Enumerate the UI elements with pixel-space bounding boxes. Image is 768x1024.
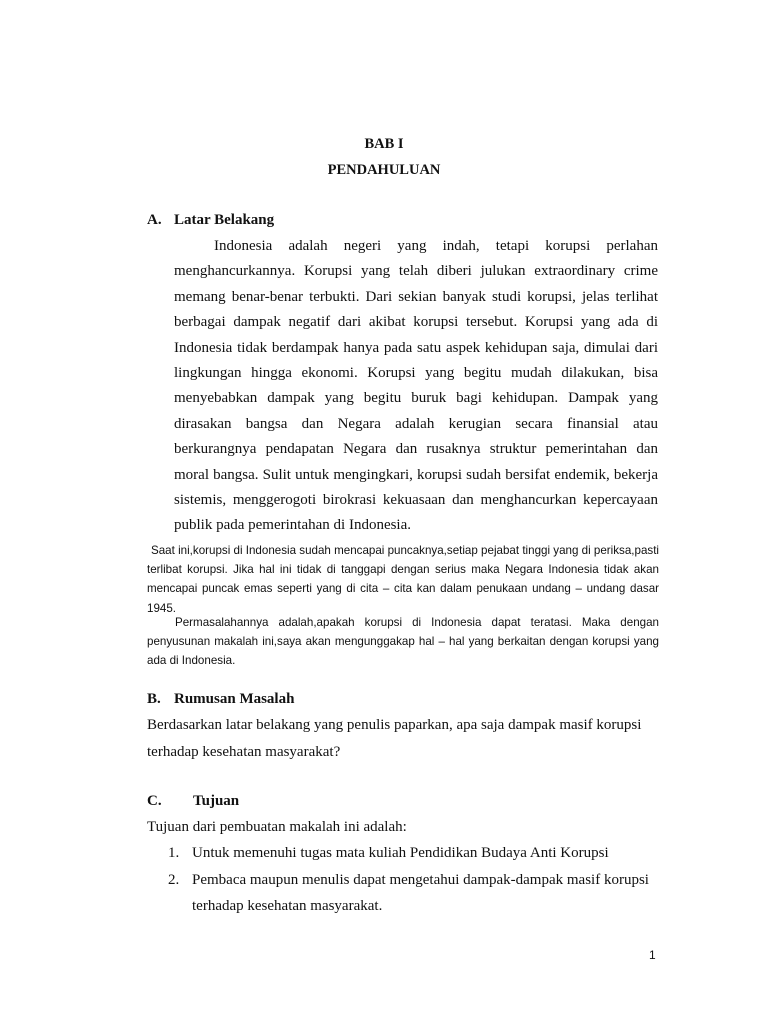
list-item xyxy=(168,867,660,920)
section-a-sans-paragraph-1: Saat ini,korupsi di Indonesia sudah mencapai puncaknya,setiap pejabat tinggi yang di periksa,pasti terlibat korupsi. Jika hal ini tidak di tanggapi dengan serius maka Negara Indonesia tidak akan mencapai puncak emas seperti yang di cita – cita kan dalam penukaan undang – undang dasar 1945. xyxy=(147,544,659,615)
section-a-title: Latar Belakang xyxy=(174,212,275,228)
objectives-list xyxy=(168,840,660,920)
page-number: 1 xyxy=(649,948,656,962)
section-c-marker: C. xyxy=(147,793,162,809)
list-item-number: 1. xyxy=(168,845,180,861)
section-c-intro: Tujuan dari pembuatan makalah ini adalah: xyxy=(147,819,407,835)
section-c-heading xyxy=(147,793,239,810)
list-item-text: Pembaca maupun menulis dapat mengetahui dampak-dampak masif korupsi terhadap kesehatan masyarakat. xyxy=(192,871,649,914)
section-a-sans-paragraph-2: Permasalahannya adalah,apakah korupsi di Indonesia dapat teratasi. Maka dengan penyusunan makalah ini,saya akan mengunggakap hal – hal yang berkaitan dengan korupsi yang ada di Indonesia. xyxy=(147,616,659,668)
section-b-paragraph: Berdasarkan latar belakang yang penulis paparkan, apa saja dampak masif korupsi terhadap kesehatan masyarakat? xyxy=(147,717,642,760)
chapter-title: PENDAHULUAN xyxy=(327,162,441,178)
chapter-number: BAB I xyxy=(364,136,404,152)
list-item-text: Untuk memenuhi tugas mata kuliah Pendidikan Budaya Anti Korupsi xyxy=(192,845,609,861)
section-a-marker: A. xyxy=(147,212,162,228)
list-item xyxy=(168,840,660,867)
section-b-title: Rumusan Masalah xyxy=(174,691,295,707)
list-item-number: 2. xyxy=(168,871,180,888)
section-b-heading xyxy=(147,691,294,708)
section-a-paragraph: Indonesia adalah negeri yang indah, tetapi korupsi perlahan menghancurkannya. Korupsi yang telah diberi julukan extraordinary crime memang benar-benar terbukti. Dari sekian banyak studi korupsi, jelas terlihat berbagai dampak negatif dari akibat korupsi tersebut. Korupsi yang ada di Indonesia tidak berdampak hanya pada satu aspek kehidupan saja, dimulai dari lingkungan hingga ekonomi. Korupsi yang begitu mudah dilakukan, bisa menyebabkan dampak yang begitu buruk bagi kehidupan. Dampak yang dirasakan bangsa dan Negara adalah kerugian secara finansial atau berkurangnya pendapatan Negara dan rusaknya struktur pemerintahan dan moral bangsa. Sulit untuk mengingkari, korupsi sudah bersifat endemik, bekerja sistemis, menggerogoti birokrasi kekuasaan dan menghancurkan kepercayaan publik pada pemerintahan di Indonesia. xyxy=(174,238,658,534)
section-c-title: Tujuan xyxy=(193,793,240,809)
section-a-heading xyxy=(147,212,274,229)
section-b-marker: B. xyxy=(147,691,161,707)
